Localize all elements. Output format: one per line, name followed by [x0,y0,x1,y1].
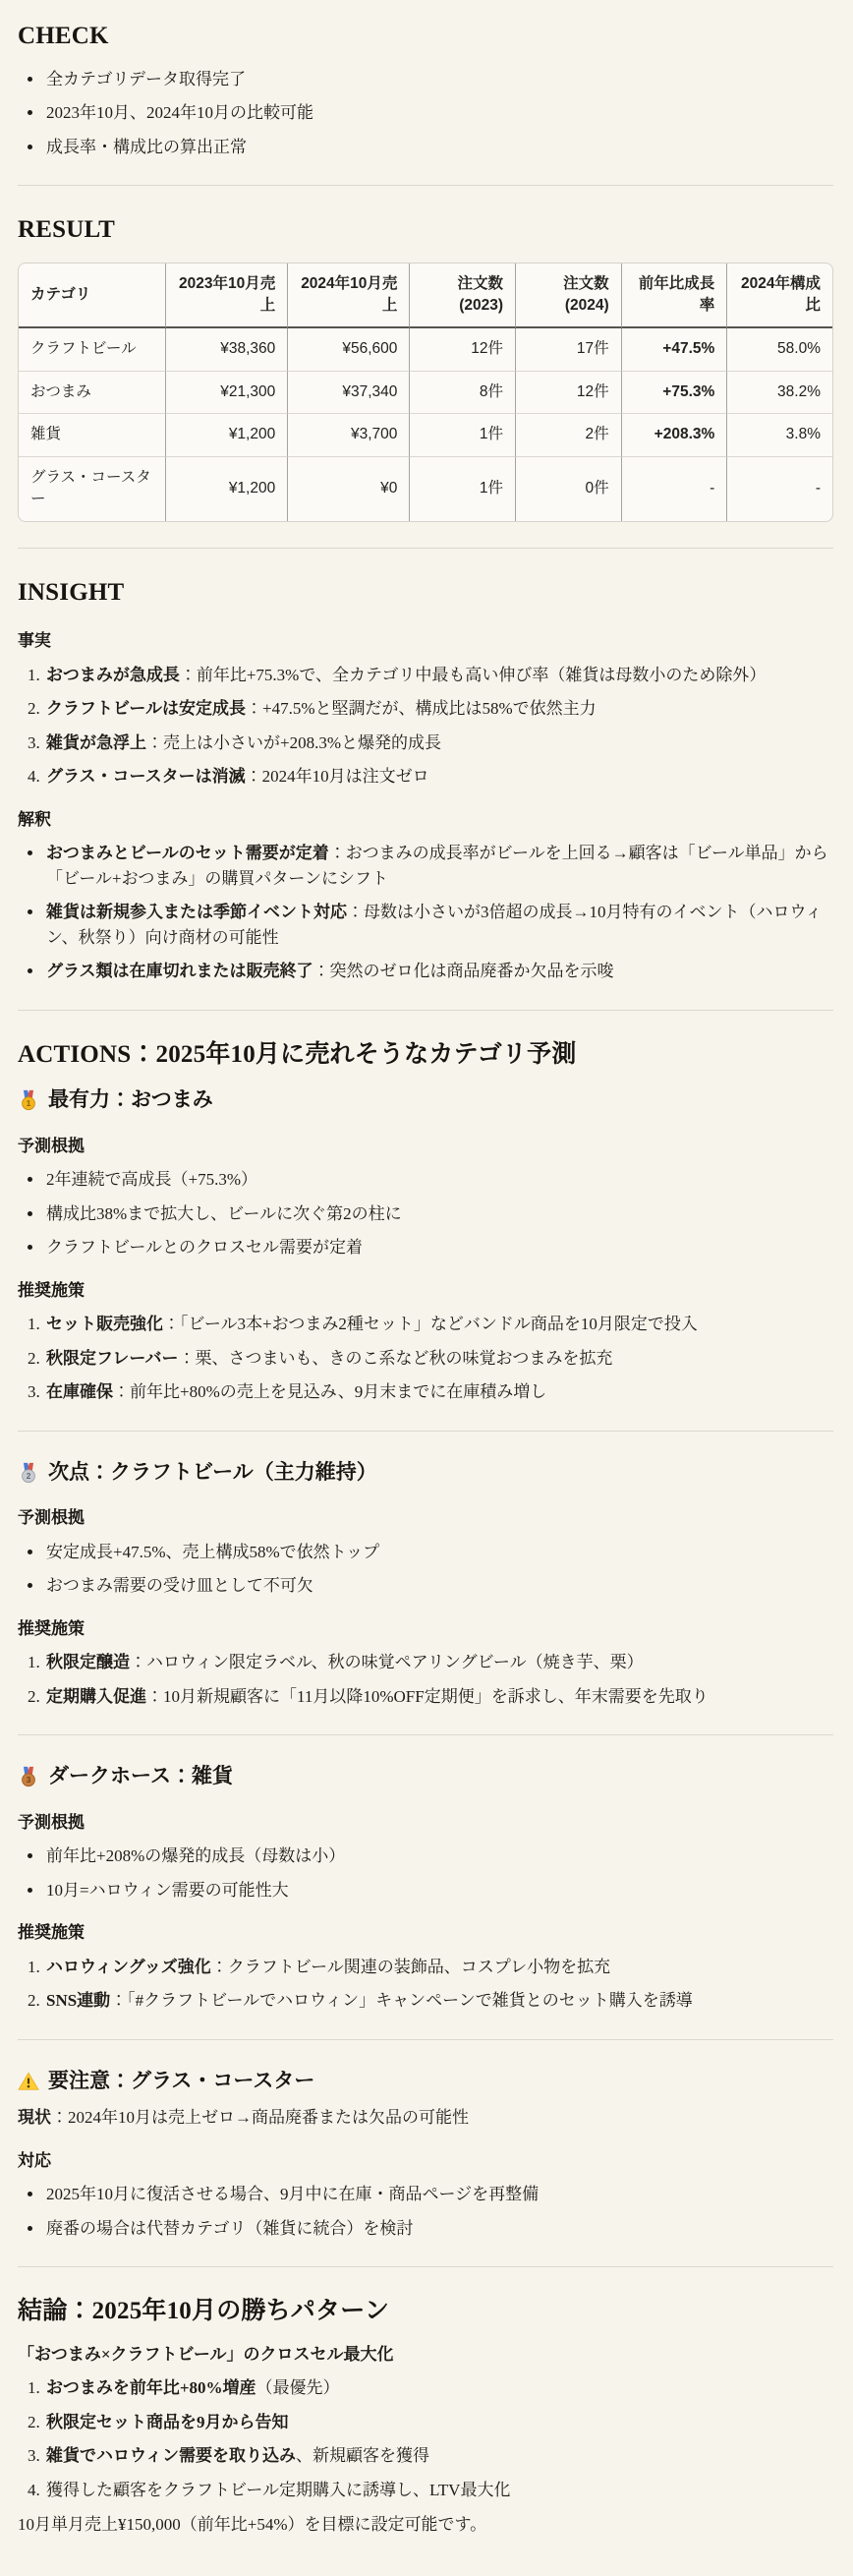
section-actions [18,1036,833,2242]
section-conclusion [18,2293,833,2538]
table-header-row [19,263,832,329]
interpretation-list [18,841,833,984]
list-item: 1. 秋限定醸造：ハロウィン限定ラベル、秋の味覚ペアリングビール（焼き芋、栗） [44,1650,833,1675]
table-header-cell: 注文数(2023) [409,263,515,329]
table-cell: ¥1,200 [165,456,287,521]
table-cell: 雑貨 [19,413,165,455]
table-cell: グラス・コースター [19,456,165,521]
subsection-top-pick [18,1084,833,1405]
subsection-second-pick [18,1457,833,1710]
divider [18,185,833,186]
table-row [19,456,832,521]
result-table [18,263,833,522]
table-cell: ¥21,300 [165,371,287,413]
list-item: 2. SNS連動：「#クラフトビールでハロウィン」キャンペーンで雑貨とのセット購入を誘導 [44,1988,833,2014]
section-result [18,211,833,522]
divider [18,2039,833,2040]
basis-list [18,1167,833,1260]
response-subheading: 対応 [18,2150,51,2170]
table-cell: ¥0 [287,456,409,521]
list-item: 3. 在庫確保：前年比+80%の売上を見込み、9月末までに在庫積み増し [44,1379,833,1405]
recommendation-subheading: 推奨施策 [18,1923,85,1943]
table-cell: 1件 [409,456,515,521]
table-cell: 12件 [515,371,621,413]
response-list [18,2182,833,2241]
actions-heading: ACTIONS：2025年10月に売れそうなカテゴリ予測 [18,1040,577,1068]
result-heading: RESULT [18,216,115,243]
list-item: • 構成比38%まで拡大し、ビールに次ぐ第2の柱に [44,1201,833,1227]
recommendation-list [18,1312,833,1405]
list-item: • 安定成長+47.5%、売上構成58%で依然トップ [44,1540,833,1565]
table-cell: 3.8% [726,413,832,455]
list-item: • クラフトビールとのクロスセル需要が定着 [44,1235,833,1260]
table-cell: 38.2% [726,371,832,413]
table-cell: - [621,456,727,521]
table-header-cell: 2023年10月売上 [165,263,287,329]
table-cell: 58.0% [726,328,832,370]
basis-subheading: 予測根拠 [18,1508,85,1528]
table-cell: 1件 [409,413,515,455]
recommendation-subheading: 推奨施策 [18,1618,85,1638]
basis-subheading: 予測根拠 [18,1136,85,1155]
list-item: • グラス類は在庫切れまたは販売終了：突然のゼロ化は商品廃番か欠品を示唆 [44,959,833,984]
table-cell: おつまみ [19,371,165,413]
table-cell: +47.5% [621,328,727,370]
list-item: • 10月=ハロウィン需要の可能性大 [44,1878,833,1903]
conclusion-steps [18,2375,833,2502]
list-item: • 廃番の場合は代替カテゴリ（雑貨に統合）を検討 [44,2216,833,2242]
table-header-cell: 注文数(2024) [515,263,621,329]
list-item: • おつまみとビールのセット需要が定着：おつまみの成長率がビールを上回る→顧客は「ビール単品」から「ビール+おつまみ」の購買パターンにシフト [44,841,833,891]
table-cell: 17件 [515,328,621,370]
basis-subheading: 予測根拠 [18,1812,85,1832]
table-cell: 12件 [409,328,515,370]
table-header-cell: 前年比成長率 [621,263,727,329]
list-item: 3. 雑貨でハロウィン需要を取り込み、新規顧客を獲得 [44,2443,833,2469]
conclusion-footer: 10月単月売上¥150,000（前年比+54%）を目標に設定可能です。 [18,2515,487,2535]
list-item: 4. 獲得した顧客をクラフトビール定期購入に誘導し、LTV最大化 [44,2478,833,2503]
list-item: • おつまみ需要の受け皿として不可欠 [44,1573,833,1599]
recommendation-list [18,1650,833,1709]
list-item: 3. 雑貨が急浮上：売上は小さいが+208.3%と爆発的成長 [44,731,833,756]
section-check [18,18,833,159]
gold-medal-icon [18,1089,39,1111]
check-heading: CHECK [18,23,109,49]
list-item: • 全カテゴリデータ取得完了 [44,67,833,92]
divider [18,1431,833,1432]
table-cell: +75.3% [621,371,727,413]
interpretation-subheading: 解釈 [18,809,51,829]
svg-text:1: 1 [26,1099,31,1109]
table-cell: ¥38,360 [165,328,287,370]
table-cell: クラフトビール [30,340,137,358]
table-cell: 8件 [409,371,515,413]
section-insight [18,574,833,984]
recommendation-subheading: 推奨施策 [18,1280,85,1300]
list-item: 1. セット販売強化：「ビール3本+おつまみ2種セット」などバンドル商品を10月限定で投入 [44,1312,833,1337]
table-cell: ¥56,600 [287,328,409,370]
darkhorse-heading: 3 ダークホース：雑貨 [18,1761,833,1792]
list-item: • 2025年10月に復活させる場合、9月中に在庫・商品ページを再整備 [44,2182,833,2207]
table-header-cell: 2024年10月売上 [287,263,409,329]
warning-icon [18,2071,39,2092]
divider [18,1734,833,1735]
divider [18,548,833,549]
list-item: • 2年連続で高成長（+75.3%） [44,1167,833,1193]
table-row [19,413,832,455]
list-item: 2. 定期購入促進：10月新規顧客に「11月以降10%OFF定期便」を訴求し、年末需要を先取り [44,1684,833,1710]
table-cell: +208.3% [621,413,727,455]
conclusion-subtitle: 「おつまみ×クラフトビール」のクロスセル最大化 [18,2344,394,2364]
table-cell: 0件 [515,456,621,521]
table-cell: ¥37,340 [287,371,409,413]
caution-heading: 要注意：グラス・コースター [18,2066,833,2097]
list-item: 2. クラフトビールは安定成長：+47.5%と堅調だが、構成比は58%で依然主力 [44,696,833,722]
list-item: 1. おつまみを前年比+80%増産（最優先） [44,2375,833,2401]
table-header-cell: カテゴリ [19,263,165,329]
list-item: • 前年比+208%の爆発的成長（母数は小） [44,1844,833,1869]
caution-status: 現状：2024年10月は売上ゼロ→商品廃番または欠品の可能性 [18,2108,469,2128]
list-item: 2. 秋限定フレーバー：栗、さつまいも、きのこ系など秋の味覚おつまみを拡充 [44,1346,833,1372]
recommendation-list [18,1955,833,2014]
bronze-medal-icon [18,1766,39,1787]
basis-list [18,1540,833,1599]
list-item: 2. 秋限定セット商品を9月から告知 [44,2410,833,2435]
list-item: • 2023年10月、2024年10月の比較可能 [44,100,833,126]
subsection-caution [18,2066,833,2242]
basis-list [18,1844,833,1903]
check-list [18,67,833,160]
facts-subheading: 事実 [18,631,51,651]
list-item: 4. グラス・コースターは消滅：2024年10月は注文ゼロ [44,764,833,790]
second-pick-heading: 2 次点：クラフトビール（主力維持） [18,1457,833,1489]
divider [18,1010,833,1011]
svg-text:2: 2 [26,1471,31,1481]
table-cell: 2件 [515,413,621,455]
insight-heading: INSIGHT [18,578,125,606]
silver-medal-icon [18,1462,39,1484]
table-cell: ¥1,200 [165,413,287,455]
svg-text:3: 3 [26,1776,31,1786]
list-item: 1. ハロウィングッズ強化：クラフトビール関連の装飾品、コスプレ小物を拡充 [44,1955,833,1980]
facts-list [18,663,833,790]
table-cell: ¥3,700 [287,413,409,455]
table-cell: - [726,456,832,521]
conclusion-heading: 結論：2025年10月の勝ちパターン [18,2298,390,2325]
list-item: 1. おつまみが急成長：前年比+75.3%で、全カテゴリ中最も高い伸び率（雑貨は母数小のため除外） [44,663,833,688]
table-header-cell: 2024年構成比 [726,263,832,329]
table-row [19,328,832,370]
subsection-darkhorse [18,1761,833,2014]
list-item: • 雑貨は新規参入または季節イベント対応：母数は小さいが3倍超の成長→10月特有のイベント（ハロウィン、秋祭り）向け商材の可能性 [44,900,833,950]
table-row [19,371,832,413]
divider [18,2266,833,2267]
list-item: • 成長率・構成比の算出正常 [44,135,833,160]
top-pick-heading: 1 最有力：おつまみ [18,1084,833,1116]
